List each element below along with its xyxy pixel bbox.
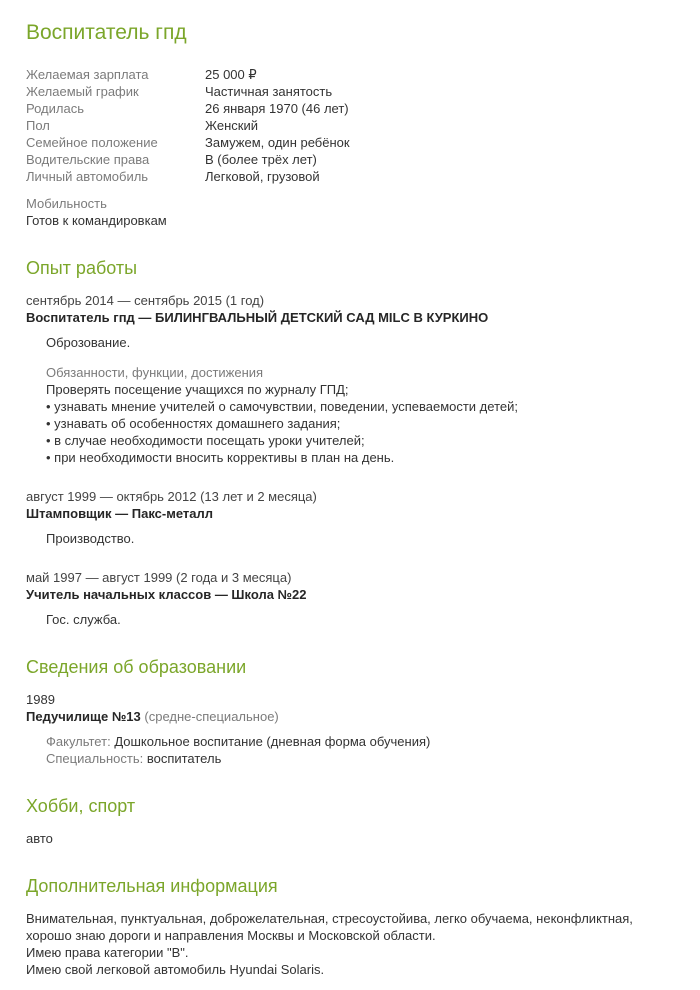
marital-status-label: Семейное положение — [26, 135, 158, 150]
summary-table — [26, 66, 692, 185]
own-car-value: Легковой, грузовой — [205, 169, 320, 184]
section-heading-experience: Опыт работы — [26, 258, 138, 278]
additional-line: Имею права категории "В". — [26, 945, 189, 960]
job-duties — [46, 364, 692, 466]
job-period: сентябрь 2014 — сентябрь 2015 (1 год) — [26, 293, 265, 308]
education-school: Педучилище №13 — [26, 709, 141, 724]
table-row — [26, 100, 692, 117]
page-title: Воспитатель гпд — [26, 21, 187, 44]
job-title: Учитель начальных классов — Школа №22 — [26, 587, 307, 602]
salary-label: Желаемая зарплата — [26, 67, 149, 82]
table-row — [26, 117, 692, 134]
education-year: 1989 — [26, 692, 55, 707]
specialty-label: Специальность: — [46, 751, 144, 766]
table-row — [26, 134, 692, 151]
table-row — [26, 83, 692, 100]
duties-label: Обязанности, функции, достижения — [46, 365, 264, 380]
duty-line: • узнавать об особенностях домашнего задания; — [46, 416, 341, 431]
job-industry: Гос. служба. — [46, 612, 121, 627]
job-entry — [26, 292, 692, 466]
additional-info — [26, 910, 692, 978]
birthdate-value: 26 января 1970 (46 лет) — [205, 101, 349, 116]
table-row — [26, 66, 692, 83]
additional-line: Внимательная, пунктуальная, доброжелательная, стресоустойива, легко обучаема, неконфликтная, — [26, 911, 633, 926]
mobility-label: Мобильность — [26, 196, 107, 211]
job-industry: Оброзование. — [46, 335, 131, 350]
duty-line: • узнавать мнение учителей о самочувствии, поведении, успеваемости детей; — [46, 399, 518, 414]
hobby-text: авто — [26, 831, 53, 846]
mobility-value: Готов к командировкам — [26, 213, 167, 228]
additional-line: Имею свой легковой автомобиль Hyundai Solaris. — [26, 962, 325, 977]
job-entry — [26, 488, 692, 547]
specialty-value: воспитатель — [146, 751, 222, 766]
duty-line: • при необходимости вносить коррективы в план на день. — [46, 450, 395, 465]
education-entry — [26, 691, 692, 767]
gender-label: Пол — [26, 118, 50, 133]
specialty-row — [46, 750, 692, 767]
driving-license-value: В (более трёх лет) — [205, 152, 317, 167]
education-level: (средне-специальное) — [144, 709, 279, 724]
job-title: Штамповщик — Пакс-металл — [26, 506, 214, 521]
section-heading-education: Сведения об образовании — [26, 657, 247, 677]
marital-status-value: Замужем, один ребёнок — [205, 135, 350, 150]
table-row — [26, 168, 692, 185]
gender-value: Женский — [205, 118, 258, 133]
job-title: Воспитатель гпд — БИЛИНГВАЛЬНЫЙ ДЕТСКИЙ САД MILC В КУРКИНО — [26, 310, 489, 325]
birthdate-label: Родилась — [26, 101, 84, 116]
faculty-row — [46, 733, 692, 750]
driving-license-label: Водительские права — [26, 152, 150, 167]
education-school-line — [26, 708, 692, 725]
faculty-value: Дошкольное воспитание (дневная форма обучения) — [114, 734, 431, 749]
table-row — [26, 151, 692, 168]
mobility-block — [26, 195, 692, 229]
schedule-value: Частичная занятость — [205, 84, 333, 99]
duty-line: • в случае необходимости посещать уроки учителей; — [46, 433, 365, 448]
faculty-label: Факультет: — [46, 734, 111, 749]
duty-line: Проверять посещение учащихся по журналу ГПД; — [46, 382, 349, 397]
own-car-label: Личный автомобиль — [26, 169, 149, 184]
schedule-label: Желаемый график — [26, 84, 139, 99]
job-industry: Производство. — [46, 531, 135, 546]
salary-value: 25 000 ₽ — [205, 67, 257, 82]
section-heading-hobby: Хобби, спорт — [26, 796, 136, 816]
additional-line: хорошо знаю дороги и направления Москвы и Московской области. — [26, 928, 436, 943]
job-entry — [26, 569, 692, 628]
job-period: май 1997 — август 1999 (2 года и 3 месяца) — [26, 570, 292, 585]
job-period: август 1999 — октябрь 2012 (13 лет и 2 месяца) — [26, 489, 317, 504]
education-details — [46, 733, 692, 767]
section-heading-additional: Дополнительная информация — [26, 876, 278, 896]
